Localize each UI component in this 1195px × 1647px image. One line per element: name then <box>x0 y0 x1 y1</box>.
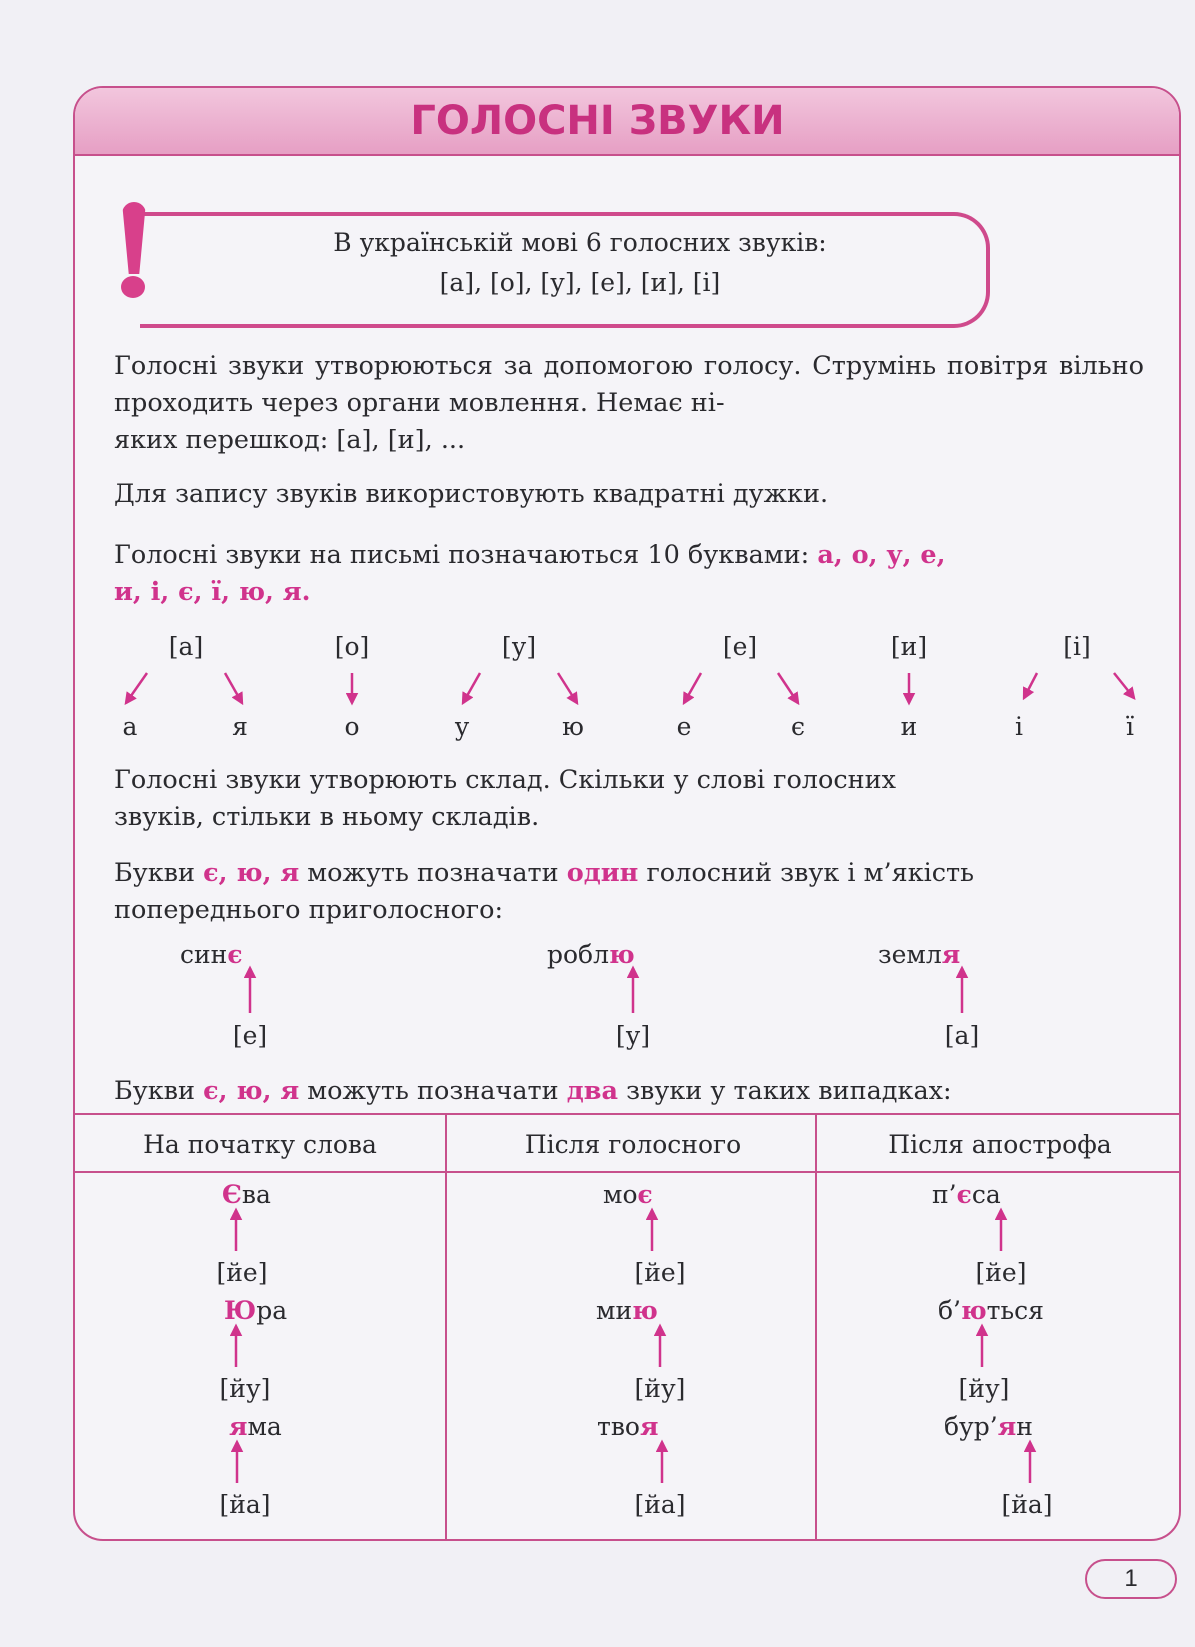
arrow-icon <box>463 673 480 703</box>
page-title: ГОЛОСНІ ЗВУКИ <box>410 98 785 144</box>
word-highlight: є <box>637 1180 653 1209</box>
highlight-letters: є, ю, я <box>203 1076 300 1106</box>
word-highlight: ю <box>609 940 635 969</box>
word-part: н <box>1016 1412 1033 1441</box>
word-highlight: я <box>941 940 961 969</box>
sound-label: [йе] <box>975 1258 1027 1287</box>
word-highlight: є <box>227 940 243 969</box>
letter-label: я <box>232 712 248 741</box>
word-highlight: ю <box>632 1296 658 1325</box>
highlight-letters: є, ю, я <box>203 858 300 888</box>
paragraph-syllables: Голосні звуки утворюють склад. Скільки у слові голосних <box>114 765 897 795</box>
highlight-keyword: два <box>566 1076 618 1106</box>
paragraph-one-sound-2: попереднього приголосного: <box>114 895 504 925</box>
word-part: бур’ <box>944 1412 998 1441</box>
word-highlight: Ю <box>224 1296 257 1325</box>
word-part: ться <box>986 1296 1044 1325</box>
word-part: земл <box>878 940 942 969</box>
arrow-icon <box>778 673 798 703</box>
word-part: ма <box>247 1412 282 1441</box>
word-part: б’ <box>938 1296 961 1325</box>
word-highlight: я <box>639 1412 659 1441</box>
paragraph-brackets: Для запису звуків використовують квадратні дужки. <box>114 479 829 509</box>
paragraph-text: звуки у таких випадках: <box>618 1076 952 1106</box>
paragraph-text: голосний звук і м’якість <box>638 858 975 888</box>
paragraph-text: можуть позначати <box>299 858 567 888</box>
word-highlight: є <box>956 1180 972 1209</box>
sound-label: [е] <box>232 1021 268 1050</box>
letter-label: ю <box>562 712 584 741</box>
sound-label: [йа] <box>634 1490 686 1519</box>
letter-label: ї <box>1126 712 1134 741</box>
word-part: ра <box>256 1296 288 1325</box>
highlight-letters: и, і, є, ї, ю, я. <box>114 577 311 607</box>
arrow-icon <box>126 673 147 703</box>
sound-label: [у] <box>615 1021 651 1050</box>
sound-label: [е] <box>722 632 758 661</box>
paragraph-text: Голосні звуки утворюються за допомогою голосу. Струмінь повітря вільно проходить через органи мовлення. Немає ні- <box>114 351 1144 418</box>
letter-label: а <box>122 712 138 741</box>
sound-label: [йа] <box>1001 1490 1053 1519</box>
sound-label: [йу] <box>634 1374 686 1403</box>
sound-label: [йу] <box>219 1374 271 1403</box>
word-part: мо <box>603 1180 638 1209</box>
paragraph-syllables-2: звуків, стільки в ньому складів. <box>114 802 540 832</box>
rule-line-1: В українській мові 6 голосних звуків: <box>333 228 827 257</box>
word-part: п’ <box>932 1180 957 1209</box>
word-highlight: я <box>229 1412 248 1441</box>
sound-label: [йе] <box>634 1258 686 1287</box>
letter-label: у <box>454 712 470 741</box>
letter-label: і <box>1015 712 1023 741</box>
word-part: тво <box>597 1412 640 1441</box>
letter-label: е <box>676 712 692 741</box>
word-highlight: ю <box>961 1296 987 1325</box>
highlight-letters: а, о, у, е, <box>817 540 946 570</box>
paragraph-text: Букви <box>114 1076 204 1106</box>
arrow-icon <box>1024 673 1037 698</box>
word-highlight: я <box>997 1412 1017 1441</box>
word-part: ва <box>241 1180 271 1209</box>
paragraph-text: Голосні звуки на письмі позначаються 10 буквами: <box>114 540 818 570</box>
arrow-icon <box>225 673 242 703</box>
sound-label: [йе] <box>216 1258 268 1287</box>
sound-label: [и] <box>890 632 928 661</box>
table-header: Після голосного <box>524 1130 742 1159</box>
paragraph-text: можуть позначати <box>299 1076 567 1106</box>
sound-label: [йу] <box>958 1374 1010 1403</box>
page-number: 1 <box>1085 1559 1177 1599</box>
highlight-keyword: один <box>566 858 639 888</box>
sound-label: [а] <box>944 1021 980 1050</box>
sound-label: [і] <box>1063 632 1091 661</box>
sound-label: [о] <box>334 632 370 661</box>
arrow-icon <box>684 673 701 703</box>
paragraph-text: Букви <box>114 858 204 888</box>
word-part: ми <box>596 1296 633 1325</box>
sound-label: [у] <box>501 632 537 661</box>
letter-label: и <box>900 712 918 741</box>
arrow-icon <box>1114 673 1134 698</box>
table-header: Після апострофа <box>888 1130 1112 1159</box>
letter-label: є <box>790 712 806 741</box>
word-highlight: Є <box>222 1180 242 1209</box>
word-part: са <box>971 1180 1001 1209</box>
letter-label: о <box>344 712 360 741</box>
sound-label: [а] <box>168 632 204 661</box>
word-part: робл <box>547 940 609 969</box>
sound-label: [йа] <box>219 1490 271 1519</box>
paragraph-text: яких перешкод: [а], [и], ... <box>114 425 466 455</box>
table-header: На початку слова <box>143 1130 377 1159</box>
arrow-icon <box>558 673 577 703</box>
rule-line-2: [а], [о], [у], [е], [и], [і] <box>439 268 721 297</box>
word-part: син <box>180 940 228 969</box>
